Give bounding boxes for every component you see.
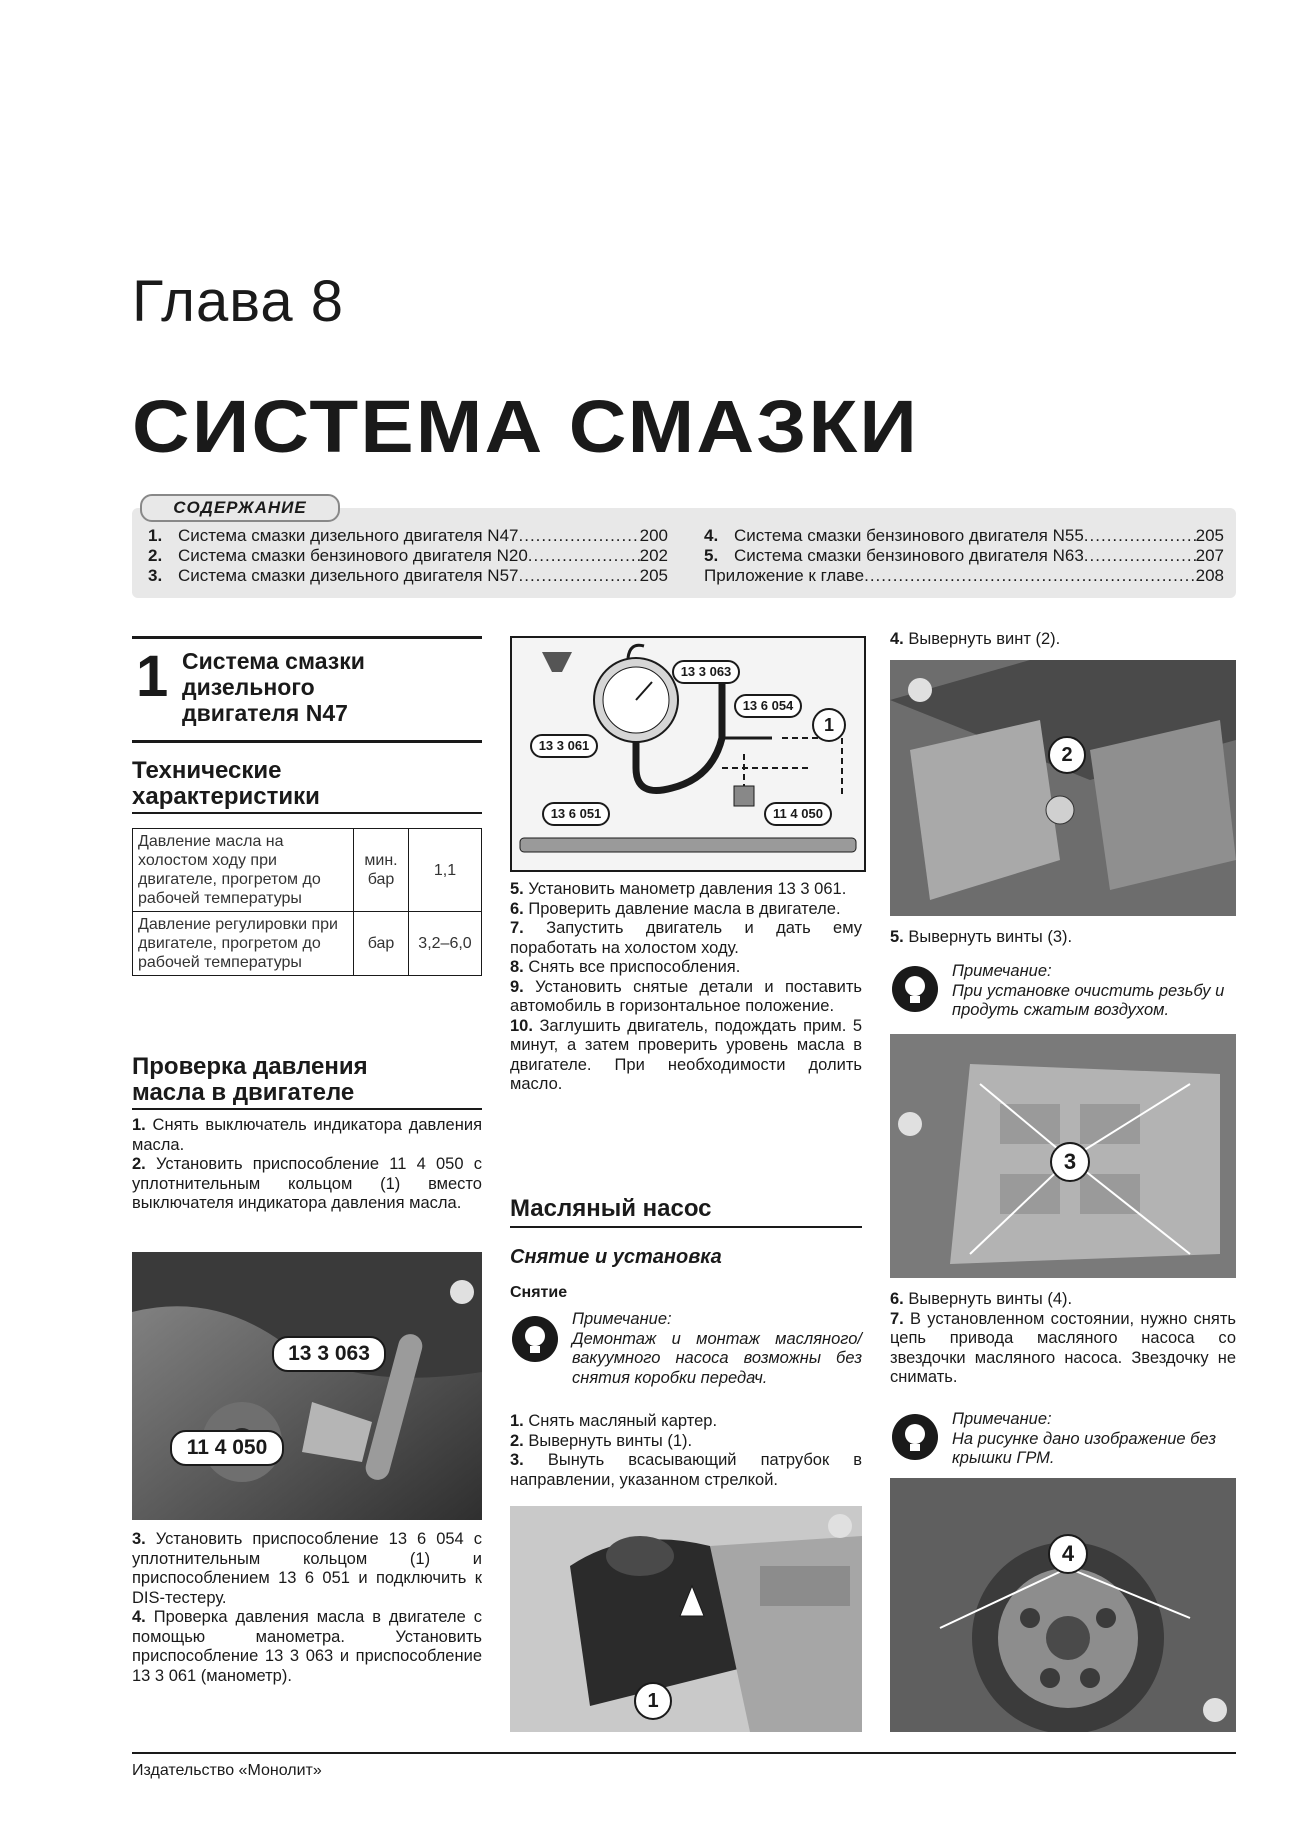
removal-label: Снятие (510, 1284, 568, 1301)
contents-item[interactable]: 2. Система смазки бензинового двигателя N20 ..... 202 (148, 546, 668, 566)
step: 9. Установить снятые детали и поставить автомобиль в горизонтальное положение. (510, 977, 862, 1015)
step: 6. Вывернуть винты (4). (890, 1290, 1073, 1308)
diagram-label: 13 6 054 (734, 694, 802, 718)
contents-left-column (148, 526, 668, 586)
publisher-footer: Издательство «Монолит» (132, 1762, 322, 1779)
contents-item[interactable]: 4. Система смазки бензинового двигателя N55 ..... 205 (704, 526, 1224, 546)
step: 1. Снять выключатель индикатора давления масла. (132, 1116, 482, 1154)
specs-table (132, 828, 482, 976)
photo-illustration (890, 660, 1236, 916)
photo-marker: 4 (1048, 1534, 1088, 1574)
photo-marker: 1 (634, 1682, 672, 1720)
photo-illustration (510, 1506, 862, 1732)
note-timing-cover: Примечание: На рисунке дано изображение без крышки ГРМ. (952, 1410, 1217, 1467)
note-icon (892, 1414, 938, 1460)
heading-rule (132, 1108, 482, 1110)
diagram-marker: 1 (812, 708, 846, 742)
contents-item[interactable]: Приложение к главе ..... 208 (704, 566, 1224, 586)
footer-rule (132, 1752, 1236, 1754)
step: 8. Снять все приспособления. (510, 958, 741, 976)
engine-photo-screw-2 (890, 660, 1236, 916)
step: 6. Проверить давление масла в двигателе. (510, 899, 841, 918)
note-icon (892, 966, 938, 1012)
step: 2. Вывернуть винты (1). (510, 1431, 693, 1450)
col3-steps (890, 1290, 1236, 1388)
step: 3. Установить приспособление 13 6 054 с уплотнительным кольцом (1) и приспособлением 13 6 051 и подключить к DIS-тестеру. (132, 1530, 482, 1607)
oil-pump-intake-photo (510, 1506, 862, 1732)
table-cell: бар (354, 912, 409, 976)
photo-illustration (890, 1478, 1236, 1732)
table-row (133, 912, 482, 976)
contents-right-column (704, 526, 1224, 586)
photo-marker: 2 (1048, 736, 1086, 774)
table-row (133, 829, 482, 912)
diagram-label: 13 3 063 (672, 660, 740, 684)
diagram-label: 11 4 050 (764, 802, 832, 826)
table-cell: 1,1 (409, 829, 482, 912)
step: 3. Вынуть всасывающий патрубок в направлении, указанном стрелкой. (510, 1451, 862, 1489)
step: 1. Снять масляный картер. (510, 1412, 718, 1430)
step-4 (890, 630, 1236, 650)
photo-marker: 3 (1050, 1142, 1090, 1182)
section-number: 1 (136, 644, 169, 709)
check-steps-b (132, 1530, 482, 1686)
check-heading: Проверка давления масла в двигателе (132, 1053, 368, 1106)
step: 5. Установить манометр давления 13 3 061. (510, 880, 847, 898)
step: 4. Проверка давления масла в двигателе с помощью манометра. Установить приспособление 13 3 063 и приспособление 13 3 061 (манометр). (132, 1608, 482, 1685)
contents-item[interactable]: 5. Система смазки бензинового двигателя N63 ..... 207 (704, 546, 1224, 566)
step: 5. Вывернуть винты (3). (890, 928, 1073, 946)
diagram-label: 13 6 051 (542, 802, 610, 826)
chapter-label: Глава 8 (132, 269, 345, 334)
engine-photo-gauge-fittings (132, 1252, 482, 1520)
pump-note: Примечание: Демонтаж и монтаж масляного/вакуумного насоса возможны без снятия коробки передач. (572, 1310, 862, 1387)
contents-label: СОДЕРЖАНИЕ (140, 494, 340, 522)
pump-heading: Масляный насос (510, 1195, 712, 1222)
engine-photo-screws-3 (890, 1034, 1236, 1278)
step: 7. Запустить двигатель и дать ему поработать на холостом ходу. (510, 919, 862, 957)
photo-label: 13 3 063 (272, 1336, 386, 1372)
photo-illustration (132, 1252, 482, 1520)
table-cell: мин. бар (354, 829, 409, 912)
table-cell: 3,2–6,0 (409, 912, 482, 976)
step: 7. В установленном состоянии, нужно снять цепь привода масляного насоса со звездочки масляного насоса. Звездочку не снимать. (890, 1309, 1236, 1386)
pump-steps (510, 1412, 862, 1490)
section-title: Система смазки дизельного двигателя N47 (182, 648, 365, 726)
contents-item[interactable]: 1. Система смазки дизельного двигателя N47 ..... 200 (148, 526, 668, 546)
specs-heading: Технические характеристики (132, 757, 320, 810)
contents-item[interactable]: 3. Система смазки дизельного двигателя N57 ..... 205 (148, 566, 668, 586)
page-title: СИСТЕМА СМАЗКИ (132, 385, 919, 468)
heading-rule (510, 1226, 862, 1228)
diagram-label: 13 3 061 (530, 734, 598, 758)
photo-label: 11 4 050 (170, 1430, 284, 1466)
col2-steps (510, 880, 862, 1095)
section-rule-bottom (132, 740, 482, 743)
heading-rule (132, 812, 482, 814)
gauge-connection-diagram (510, 636, 866, 872)
step-5 (890, 928, 1236, 948)
note-icon (512, 1316, 558, 1362)
check-steps-a (132, 1116, 482, 1214)
step: 10. Заглушить двигатель, подождать прим. 5 минут, а затем проверить уровень масла в двигателе. При необходимости долить масло. (510, 1016, 862, 1093)
step: 2. Установить приспособление 11 4 050 с уплотнительным кольцом (1) вместо выключателя индикатора давления масла. (132, 1155, 482, 1212)
table-cell: Давление масла на холостом ходу при двигателе, прогретом до рабочей температуры (133, 829, 354, 912)
pump-subheading: Снятие и установка (510, 1246, 722, 1268)
step: 4. Вывернуть винт (2). (890, 630, 1061, 648)
note-screws-3: Примечание: При установке очистить резьбу и продуть сжатым воздухом. (952, 962, 1225, 1019)
section-rule-top (132, 636, 482, 639)
engine-photo-chain-sprocket (890, 1478, 1236, 1732)
table-cell: Давление регулировки при двигателе, прогретом до рабочей температуры (133, 912, 354, 976)
